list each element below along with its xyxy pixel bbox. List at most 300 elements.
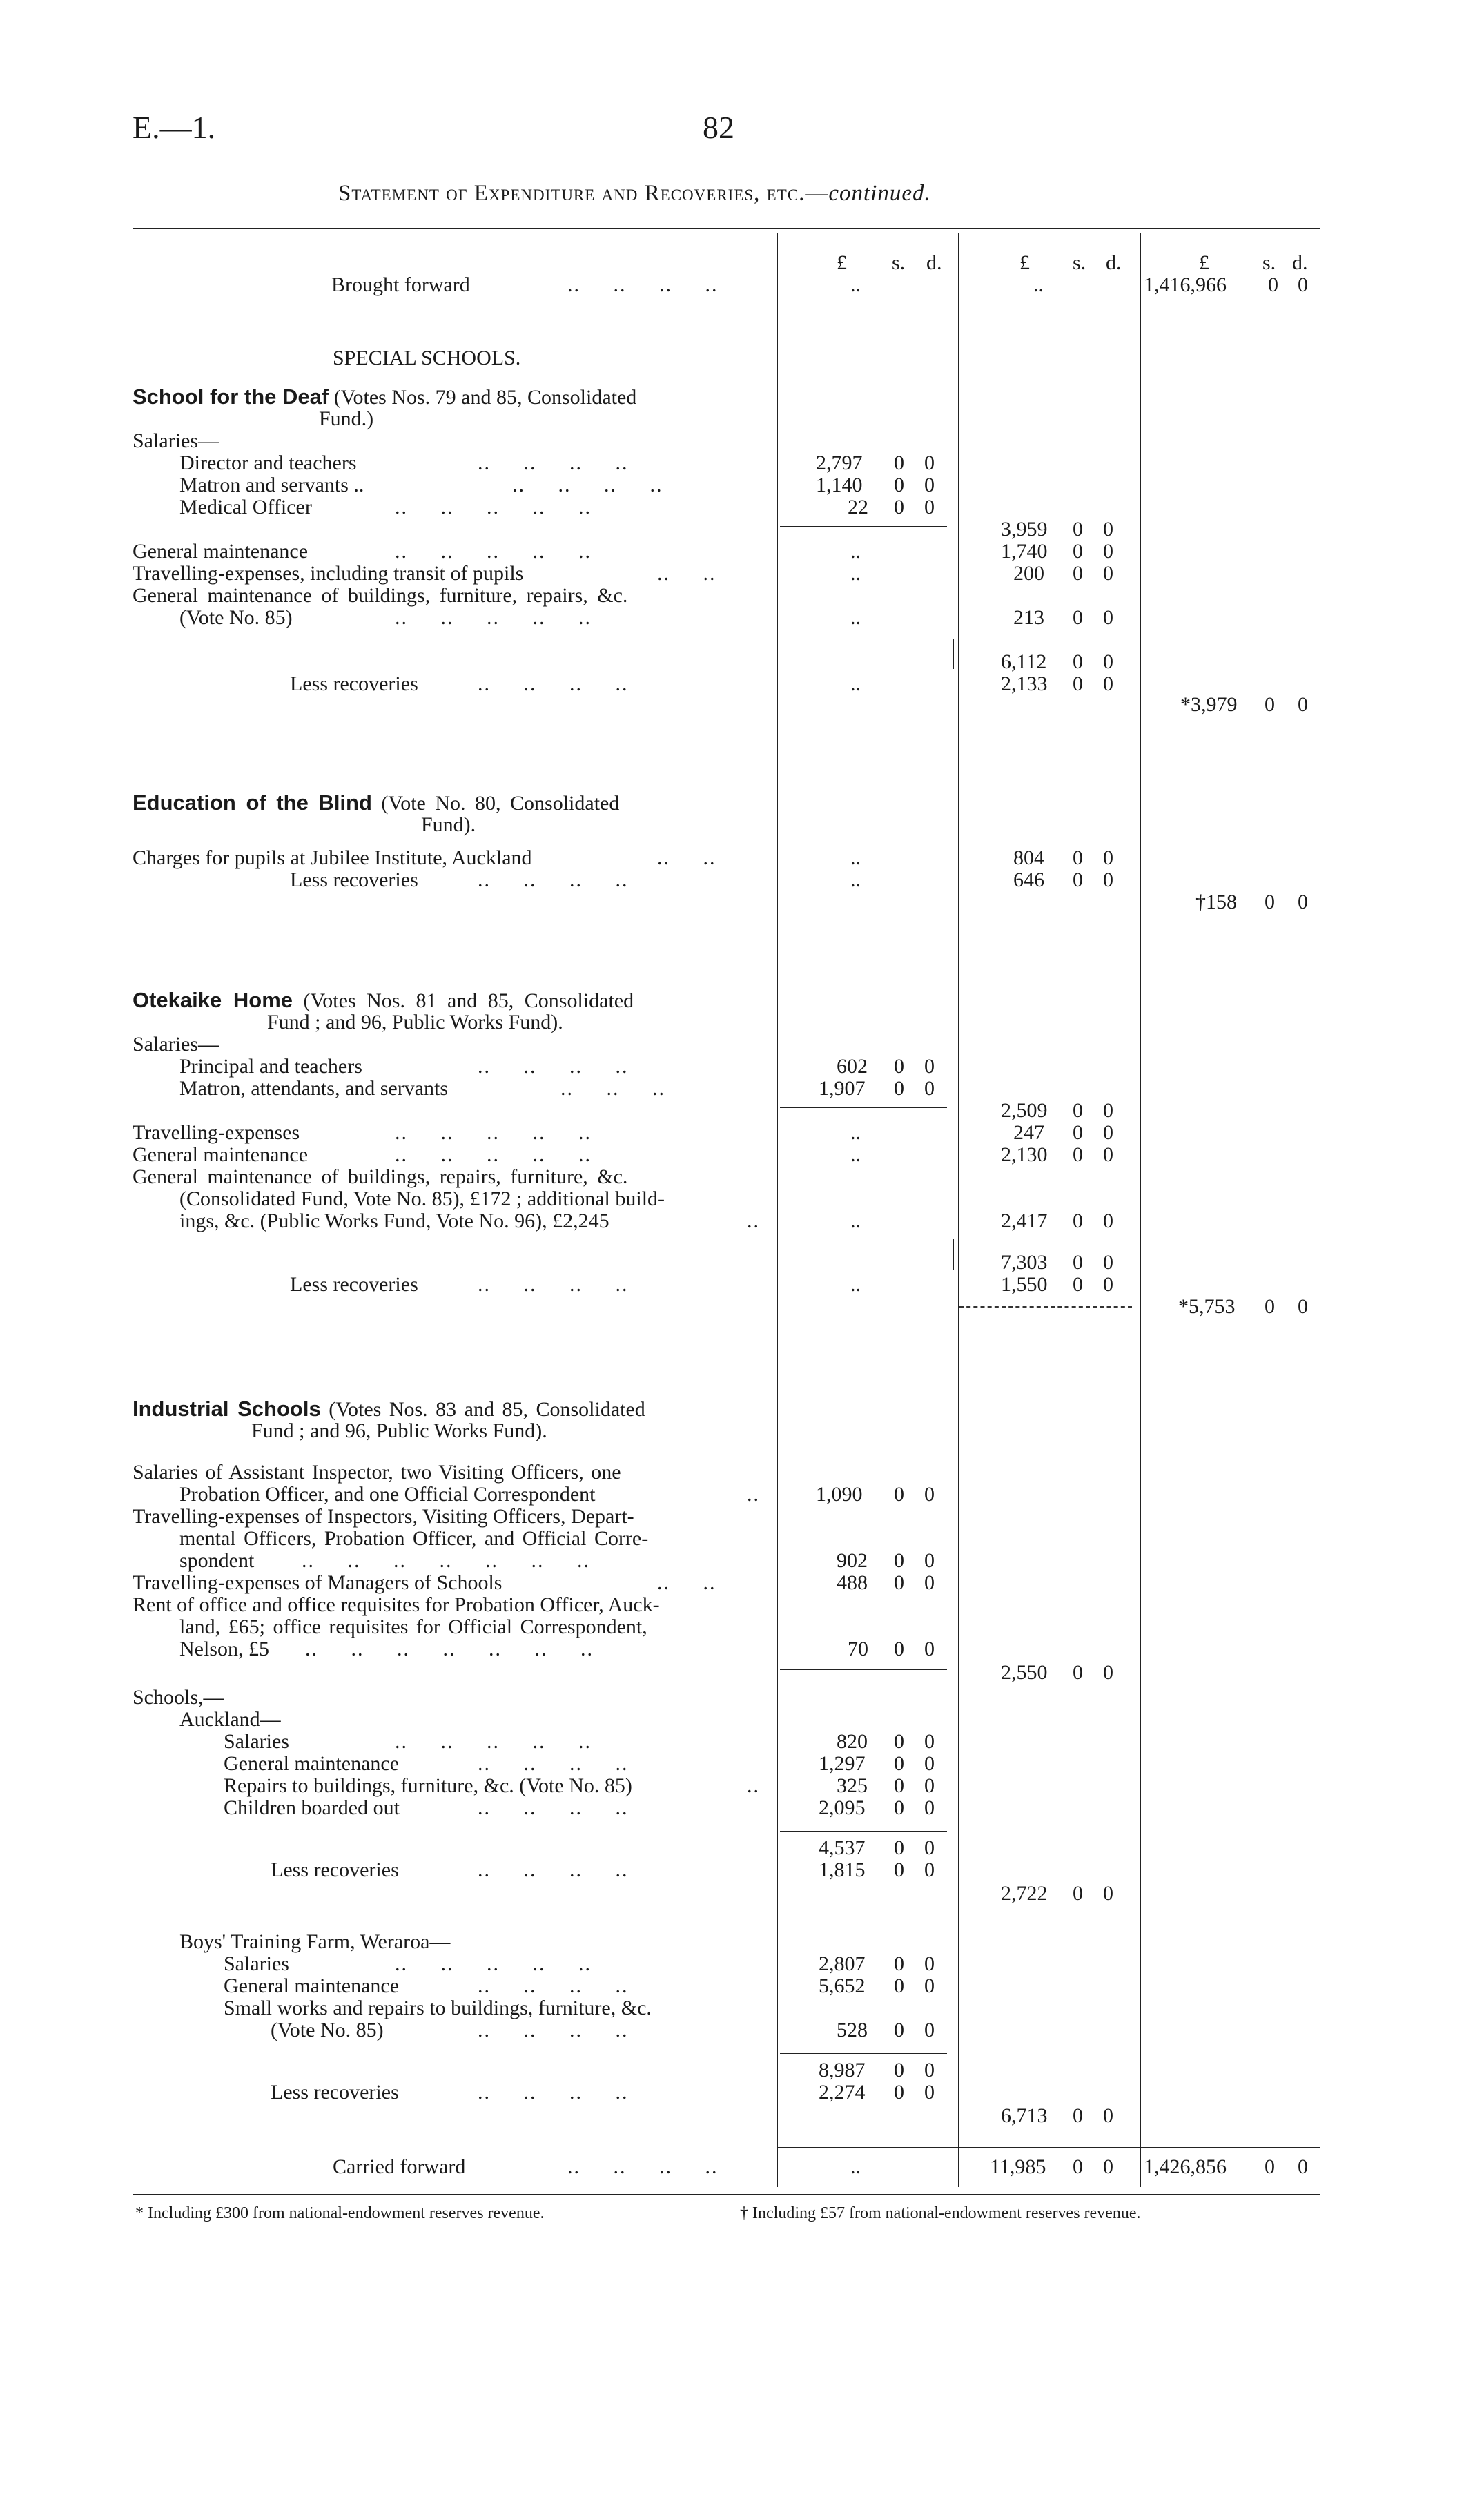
blind-charges-row [133,846,1484,870]
auckland-label: Salaries [224,1730,289,1753]
page-number: 82 [703,110,734,145]
auckland-less-label: Less recoveries [271,1858,399,1881]
zero-d: 0 [924,1483,935,1506]
industrial-schools-label: Schools,— [133,1686,224,1709]
otekaike-heading-row [133,989,1484,1012]
weraroa-less-amount: 2,274 [819,2081,866,2104]
zero-s: 0 [894,1974,904,1997]
title-main: Statement of Expenditure and Recoveries, etc.— [338,181,829,206]
zero-s: 0 [894,1730,904,1753]
deaf-net: *3,979 [1180,693,1238,716]
deaf-salary-amount: 1,140 [816,474,863,496]
leader-dots: .. .. .. .. [478,1858,629,1881]
leader-dots: .. .. .. .. [478,672,629,695]
weraroa-less-label: Less recoveries [271,2081,399,2104]
weraroa-small-works-row-2 [133,2019,1484,2042]
deaf-salary-row [133,452,1484,475]
col2-shilling: s. [1073,251,1086,274]
industrial-travel-mgr-label: Travelling-expenses of Managers of Schools [133,1571,502,1594]
otekaike-buildings-row-2 [133,1187,1484,1211]
zero-s: 0 [894,1952,904,1975]
leader-dots: .. .. .. .. [478,1055,629,1078]
otekaike-salary-label: Matron, attendants, and servants [179,1077,449,1100]
col1-empty: .. [850,1143,861,1166]
blind-net: †158 [1195,891,1237,913]
zero-s: 0 [1073,1210,1083,1232]
industrial-rent-line3: Nelson, £5 [179,1638,269,1660]
otekaike-salary-label: Principal and teachers [179,1055,362,1078]
table-bottom-rule [133,2194,1320,2195]
weraroa-title: Boys' Training Farm, Weraroa— [179,1930,451,1953]
zero-d: 0 [1103,1099,1113,1122]
blind-less-label: Less recoveries [290,868,418,891]
deaf-gen-maint-label: General maintenance [133,540,309,563]
deaf-salary-row [133,474,1484,497]
zero-s: 0 [1265,1295,1275,1318]
industrial-salaries-line2: Probation Officer, and one Official Correspondent [179,1483,596,1506]
zero-s: 0 [1073,540,1083,563]
leader-dots: .. .. .. [560,1077,665,1100]
zero-d: 0 [1103,518,1113,541]
weraroa-row [133,1952,1484,1976]
deaf-buildings-row [133,584,1484,608]
otekaike-less-label: Less recoveries [290,1273,418,1296]
industrial-travel-mgr-row [133,1571,1484,1595]
auckland-net-row [133,1882,1484,1905]
otekaike-salary-row [133,1077,1484,1100]
zero-s: 0 [1073,1121,1083,1144]
leader-dots: .. .. .. .. .. [395,1121,592,1144]
zero-d: 0 [1103,2155,1113,2178]
leader-dots: .. .. .. .. [512,474,663,496]
weraroa-label: Salaries [224,1952,289,1975]
weraroa-heading [133,1930,1484,1954]
zero-s: 0 [1073,1251,1083,1274]
deaf-title-cont: Fund.) [319,407,374,430]
brought-forward-label: Brought forward [331,273,470,296]
otekaike-salary-amount: 1,907 [819,1077,866,1100]
zero-d: 0 [1103,606,1113,629]
currency-header-row [133,251,1484,275]
zero-s: 0 [1073,2104,1083,2127]
weraroa-label: General maintenance [224,1974,400,1997]
otekaike-buildings-row-3 [133,1210,1484,1233]
auckland-total-rule [780,1831,947,1832]
deaf-salary-amount: 2,797 [816,452,863,474]
deaf-less-row [133,672,1484,696]
leader-dots: .. .. .. .. .. [395,540,592,563]
deaf-salaries-heading [133,429,1484,453]
deaf-salary-amount: 22 [848,496,868,518]
otekaike-net: *5,753 [1178,1295,1236,1318]
weraroa-small-works-row [133,1997,1484,2020]
industrial-travel-insp-line1: Travelling-expenses of Inspectors, Visiting Officers, Depart- [133,1505,634,1528]
zero-s: 0 [894,1549,904,1572]
leader-dots: .. .. .. .. [478,452,629,474]
otekaike-gen-maint-amount: 2,130 [1001,1143,1048,1166]
col1-empty: .. [850,868,861,891]
col1-empty: .. [850,1210,861,1232]
weraroa-amount: 2,807 [819,1952,866,1975]
zero-d: 0 [924,1836,935,1859]
page-reference: E.—1. [133,110,216,145]
col2-pence: d. [1106,251,1122,274]
otekaike-buildings-row [133,1165,1484,1189]
industrial-travel-mgr-amount: 488 [837,1571,868,1594]
brought-forward-col3: 1,416,966 [1144,273,1227,296]
leader-dots: .. .. .. .. [567,273,719,296]
otekaike-total: 7,303 [1001,1251,1048,1274]
carried-forward-col3: 1,426,856 [1144,2155,1227,2178]
otekaike-salary-total: 2,509 [1001,1099,1048,1122]
industrial-title: Industrial Schools [133,1397,321,1421]
zero-s: 0 [894,1638,904,1660]
blind-net-row [133,891,1484,914]
otekaike-salaries-label: Salaries— [133,1033,219,1056]
col3-shilling: s. [1262,251,1276,274]
zero-d: 0 [924,1774,935,1797]
zero-d: 0 [924,1571,935,1594]
industrial-travel-insp-line3: spondent [179,1549,255,1572]
industrial-rent-line2: land, £65; office requisites for Official Correspondent, [179,1615,647,1638]
otekaike-salary-row [133,1055,1484,1078]
col1-pound: £ [837,251,847,274]
deaf-travel-label: Travelling-expenses, including transit of pupils [133,562,524,585]
footnote-dagger: † Including £57 from national-endowment reserves revenue. [740,2204,1141,2222]
zero-s: 0 [894,1752,904,1775]
deaf-travel-row [133,562,1484,585]
industrial-rent-amount: 70 [848,1638,868,1660]
blind-heading [133,791,619,815]
industrial-rent-row-2 [133,1615,1484,1639]
col1-empty: .. [850,1273,861,1296]
carried-forward-row [133,2155,1484,2179]
industrial-travel-insp-line2: mental Officers, Probation Officer, and Official Corre- [179,1527,649,1550]
carried-forward-col1: .. [850,2155,861,2178]
zero-s: 0 [894,474,904,496]
leader-dots: .. [747,1210,760,1232]
otekaike-travel-amount: 247 [1013,1121,1044,1144]
weraroa-net-row [133,2104,1484,2128]
otekaike-gen-maint-row [133,1143,1484,1167]
zero-d: 0 [1103,1251,1113,1274]
otekaike-heading [133,989,634,1013]
zero-d: 0 [924,1730,935,1753]
deaf-total-row [133,650,1484,674]
deaf-less-label: Less recoveries [290,672,418,695]
industrial-salaries-line1: Salaries of Assistant Inspector, two Visiting Officers, one [133,1461,621,1484]
col1-empty: .. [850,846,861,869]
zero-d: 0 [1103,1121,1113,1144]
col1-empty: .. [850,540,861,563]
zero-d: 0 [1298,891,1308,913]
otekaike-less-amount: 1,550 [1001,1273,1048,1296]
otekaike-travel-row [133,1121,1484,1145]
blind-charges-amount: 804 [1013,846,1044,869]
zero-s: 0 [894,1774,904,1797]
zero-s: 0 [1073,650,1083,673]
otekaike-total-row [133,1251,1484,1274]
industrial-rent-row [133,1593,1484,1617]
auckland-row [133,1774,1484,1798]
blind-heading-cont [133,813,1484,837]
industrial-rent-line1: Rent of office and office requisites for Probation Officer, Auck- [133,1593,660,1616]
brought-forward-row [133,273,1484,297]
otekaike-salaries-heading [133,1033,1484,1056]
zero-s: 0 [1073,562,1083,585]
zero-s: 0 [1073,1099,1083,1122]
leader-dots: .. .. [657,562,716,585]
zero-d: 0 [1103,868,1113,891]
auckland-label: General maintenance [224,1752,400,1775]
leader-dots: .. .. .. .. [478,1974,629,1997]
leader-dots: .. .. [657,1571,716,1594]
otekaike-buildings-line2: (Consolidated Fund, Vote No. 85), £172 ; additional build- [179,1187,665,1210]
zero-d: 0 [924,474,935,496]
leader-dots: .. .. .. .. [478,1796,629,1819]
auckland-amount: 1,297 [819,1752,866,1775]
otekaike-buildings-amount: 2,417 [1001,1210,1048,1232]
industrial-travel-insp-row [133,1505,1484,1528]
special-schools-heading [133,347,1484,370]
zero-d: 0 [1103,650,1113,673]
zero-s: 0 [1073,672,1083,695]
industrial-admin-total-row [133,1661,1484,1685]
industrial-title-cont: Fund ; and 96, Public Works Fund). [251,1419,547,1442]
carried-forward-s: 0 [1265,2155,1275,2178]
zero-d: 0 [1298,1295,1308,1318]
blind-heading-row [133,791,1484,815]
industrial-heading-cont [133,1419,1484,1443]
otekaike-title-cont: Fund ; and 96, Public Works Fund). [267,1011,563,1033]
zero-d: 0 [1103,1273,1113,1296]
zero-s: 0 [1073,846,1083,869]
leader-dots: .. .. .. .. [478,1273,629,1296]
zero-s: 0 [1073,518,1083,541]
zero-s: 0 [894,1836,904,1859]
col1-pence: d. [926,251,942,274]
statement-title [338,181,931,206]
leader-dots: .. .. .. .. .. [395,606,592,629]
zero-d: 0 [1103,1210,1113,1232]
otekaike-buildings-line3: ings, &c. (Public Works Fund, Vote No. 96), £2,245 [179,1210,609,1232]
leader-dots: .. .. .. .. [478,1752,629,1775]
zero-s: 0 [894,452,904,474]
zero-s: 0 [1073,2155,1083,2178]
industrial-schools-heading [133,1686,1484,1709]
col3-pound: £ [1199,251,1209,274]
brought-forward-s: 0 [1268,273,1278,296]
industrial-travel-insp-amount: 902 [837,1549,868,1572]
carried-forward-col2: 11,985 [990,2155,1046,2178]
col1-empty: .. [850,1121,861,1144]
deaf-salary-total-row [133,518,1484,541]
leader-dots: .. .. .. .. .. [395,1952,592,1975]
zero-s: 0 [1073,1143,1083,1166]
otekaike-gen-maint-label: General maintenance [133,1143,309,1166]
blind-charges-label: Charges for pupils at Jubilee Institute, Auckland [133,846,532,869]
zero-d: 0 [924,1858,935,1881]
zero-d: 0 [924,1974,935,1997]
zero-s: 0 [894,1858,904,1881]
zero-d: 0 [1103,562,1113,585]
zero-s: 0 [894,1055,904,1078]
deaf-gen-maint-row [133,540,1484,563]
weraroa-row [133,1974,1484,1998]
zero-d: 0 [924,452,935,474]
auckland-label: Repairs to buildings, furniture, &c. (Vote No. 85) [224,1774,632,1797]
otekaike-title: Otekaike Home [133,988,293,1012]
zero-d: 0 [924,1077,935,1100]
industrial-heading-row [133,1397,1484,1421]
deaf-travel-amount: 200 [1013,562,1044,585]
deaf-heading-cont [133,407,1484,431]
col1-empty: .. [850,562,861,585]
carried-forward-d: 0 [1298,2155,1308,2178]
zero-s: 0 [894,1796,904,1819]
brought-forward-col1: .. [850,273,861,296]
title-italic: continued. [828,181,931,206]
blind-title-rest: (Vote No. 80, Consolidated [371,792,620,815]
industrial-heading [133,1397,645,1421]
brought-forward-d: 0 [1298,273,1308,296]
zero-d: 0 [924,1055,935,1078]
weraroa-amount: 5,652 [819,1974,866,1997]
carried-forward-rule [777,2147,1320,2148]
zero-s: 0 [1073,1273,1083,1296]
zero-d: 0 [1103,2104,1113,2127]
zero-d: 0 [1103,846,1113,869]
auckland-total: 4,537 [819,1836,866,1859]
deaf-salaries-label: Salaries— [133,429,219,452]
otekaike-salary-total-row [133,1099,1484,1123]
col1-shilling: s. [892,251,906,274]
leader-dots: .. .. .. .. [478,2019,629,2041]
leader-dots: .. .. .. .. [478,868,629,891]
otekaike-travel-label: Travelling-expenses [133,1121,300,1144]
industrial-travel-insp-row-2 [133,1527,1484,1551]
leader-dots: .. .. .. .. .. [395,1730,592,1753]
auckland-row [133,1796,1484,1820]
otekaike-salary-amount: 602 [837,1055,868,1078]
deaf-buildings-row-2 [133,606,1484,630]
zero-s: 0 [894,1483,904,1506]
weraroa-total-row [133,2059,1484,2082]
zero-d: 0 [924,1752,935,1775]
industrial-salaries-amount: 1,090 [816,1483,863,1506]
zero-s: 0 [894,2081,904,2104]
col1-empty: .. [850,606,861,629]
zero-s: 0 [894,2019,904,2041]
otekaike-heading-cont [133,1011,1484,1034]
auckland-total-row [133,1836,1484,1860]
blind-less-row [133,868,1484,892]
weraroa-small-works-line2: (Vote No. 85) [271,2019,384,2041]
zero-d: 0 [924,2059,935,2081]
industrial-salaries-row-2 [133,1483,1484,1506]
auckland-row [133,1730,1484,1754]
auckland-title: Auckland— [179,1708,281,1731]
zero-d: 0 [1103,1661,1113,1684]
zero-s: 0 [1073,606,1083,629]
otekaike-title-rest: (Votes Nos. 81 and 85, Consolidated [293,989,634,1012]
leader-dots: .. .. .. .. .. [395,496,592,518]
blind-less-amount: 646 [1013,868,1044,891]
special-schools-title: SPECIAL SCHOOLS. [333,347,521,369]
zero-s: 0 [1073,1882,1083,1905]
zero-s: 0 [894,2059,904,2081]
brought-forward-col2: .. [1033,273,1044,296]
deaf-buildings-label-2: (Vote No. 85) [179,606,293,629]
zero-s: 0 [1073,1661,1083,1684]
zero-d: 0 [1103,1882,1113,1905]
auckland-net: 2,722 [1001,1882,1048,1905]
industrial-rent-row-3 [133,1638,1484,1661]
zero-d: 0 [924,496,935,518]
zero-d: 0 [924,1952,935,1975]
leader-dots: .. .. .. .. .. [395,1143,592,1166]
footnote-star: * Including £300 from national-endowment reserves revenue. [135,2204,545,2222]
weraroa-less-row [133,2081,1484,2104]
zero-s: 0 [1073,868,1083,891]
deaf-heading [133,385,636,409]
zero-d: 0 [1103,672,1113,695]
weraroa-total: 8,987 [819,2059,866,2081]
col1-empty: .. [850,672,861,695]
zero-s: 0 [894,1571,904,1594]
zero-d: 0 [1103,1143,1113,1166]
deaf-salary-row [133,496,1484,519]
blind-title: Education of the Blind [133,790,372,815]
deaf-heading-row [133,385,1484,409]
auckland-less-amount: 1,815 [819,1858,866,1881]
otekaike-less-row [133,1273,1484,1297]
industrial-travel-insp-row-3 [133,1549,1484,1573]
weraroa-total-rule [780,2053,947,2054]
leader-dots: .. .. .. .. [567,2155,719,2178]
deaf-title: School for the Deaf [133,385,329,409]
auckland-heading [133,1708,1484,1731]
col3-pence: d. [1292,251,1308,274]
zero-s: 0 [1265,693,1275,716]
weraroa-net: 6,713 [1001,2104,1048,2127]
leader-dots: .. .. [657,846,716,869]
deaf-net-row [133,693,1484,717]
deaf-buildings-amount: 213 [1013,606,1044,629]
auckland-amount: 325 [837,1774,868,1797]
otekaike-net-row [133,1295,1484,1319]
deaf-buildings-label: General maintenance of buildings, furniture, repairs, &c. [133,584,628,607]
industrial-admin-total: 2,550 [1001,1661,1048,1684]
zero-d: 0 [924,2019,935,2041]
deaf-salary-label: Director and teachers [179,452,357,474]
deaf-title-rest: (Votes Nos. 79 and 85, Consolidated [329,386,637,409]
industrial-title-rest: (Votes Nos. 83 and 85, Consolidated [320,1398,645,1421]
deaf-salary-total: 3,959 [1001,518,1048,541]
leader-dots: .. .. .. .. [478,2081,629,2104]
deaf-salary-label: Medical Officer [179,496,312,518]
industrial-salaries-row [133,1461,1484,1484]
zero-d: 0 [924,1549,935,1572]
weraroa-small-works-amount: 528 [837,2019,868,2041]
auckland-less-row [133,1858,1484,1882]
auckland-label: Children boarded out [224,1796,400,1819]
carried-forward-label: Carried forward [333,2155,466,2178]
leader-dots: .. .. .. .. .. .. .. [305,1638,594,1660]
zero-d: 0 [924,1638,935,1660]
auckland-row [133,1752,1484,1776]
deaf-salary-label: Matron and servants .. [179,474,364,496]
